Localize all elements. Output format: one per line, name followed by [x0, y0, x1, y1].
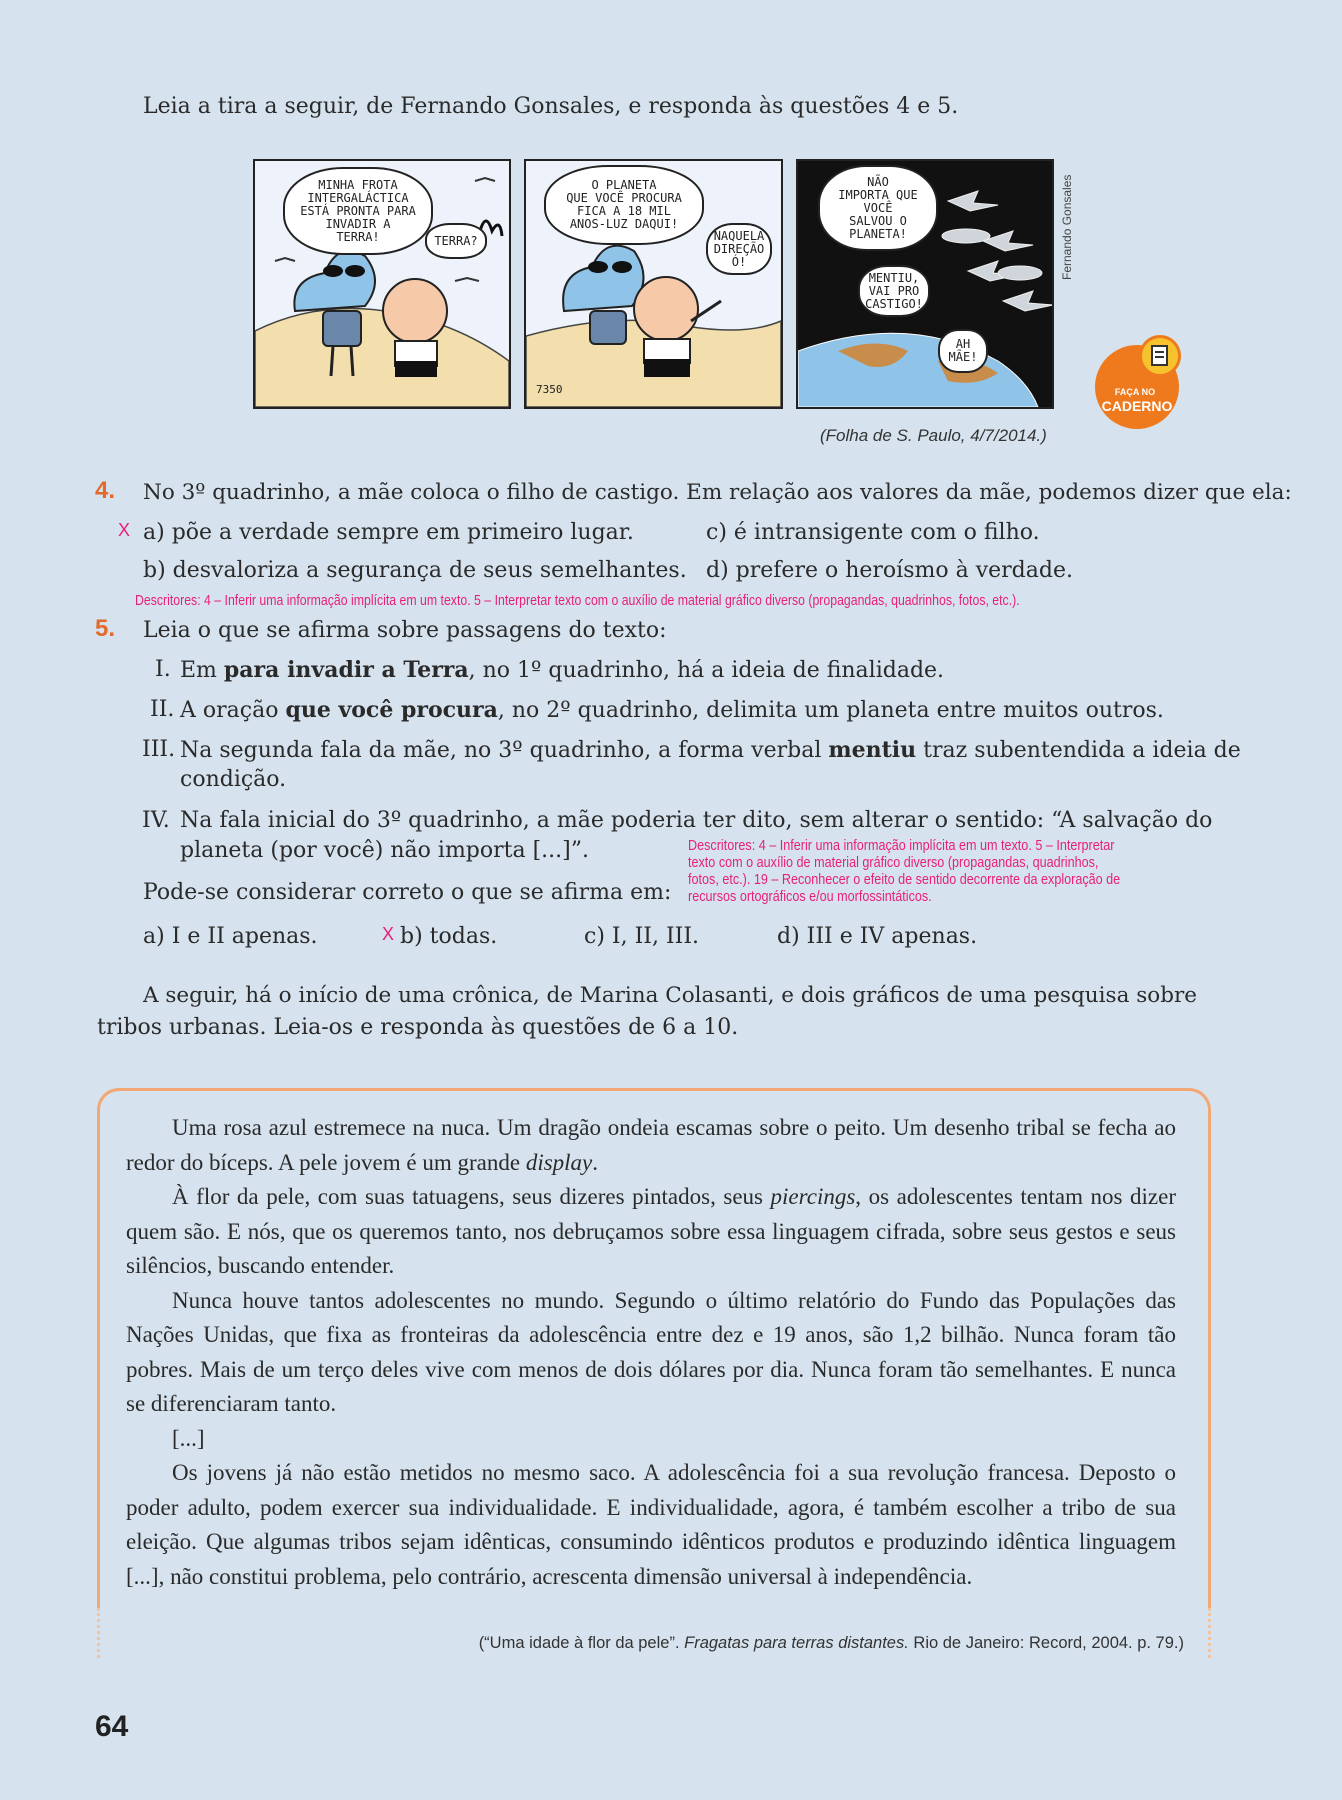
panel-3-bubble-2: MENTIU, VAI PRO CASTIGO!: [858, 265, 930, 317]
q5-item-iii-bold: mentiu: [828, 737, 917, 763]
q5-item-i: [180, 655, 944, 686]
cronica-paragraph-2: [126, 1180, 1176, 1284]
q5-item-iii-post: traz subentendida a ideia de: [916, 738, 1241, 763]
q5-item-ii-bold: que você procura: [285, 697, 498, 723]
q5-item-ii-post: , no 2º quadrinho, delimita um planeta entre muitos outros.: [497, 698, 1164, 723]
q5-descriptor-line-4: recursos ortográficos e/ou morfossintáticos.: [688, 888, 932, 905]
q5-item-ii-pre: A oração: [180, 698, 286, 723]
panel-2-bubble-alien: NAQUELA DIREÇÃO Ó!: [706, 223, 772, 275]
q5-answer-mark: X: [382, 924, 395, 944]
cronica-paragraph-5: Os jovens já não estão metidos no mesmo saco. A adolescência foi a sua revolução francesa. Deposto o poder adulto, podem exercer sua individualidade. E individualidade, agora, é também escolher a tribo de sua eleição. Que algumas tribos sejam idênticas, consumindo idênticos produtos e produzindo idêntica linguagem [...], não constitui problema, pelo contrário, acrescenta dimensão universal à independência.: [126, 1460, 1176, 1589]
badge-line-2: CADERNO: [1101, 398, 1173, 414]
cronica-paragraph-1: [126, 1111, 1176, 1180]
q5-item-iii-line-2: condição.: [180, 767, 287, 792]
q5-option-b: b) todas.: [400, 924, 498, 949]
box-left-dots: [97, 1608, 100, 1658]
q4-descriptors: Descritores: 4 – Inferir uma informação implícita em um texto. 5 – Interpretar texto com o auxílio de material gráfico diverso (propagandas, quadrinhos, fotos, etc.).: [135, 592, 1020, 609]
cronica-paragraph-3: Nunca houve tantos adolescentes no mundo. Segundo o último relatório do Fundo das Populações das Nações Unidas, que fixa as fronteiras da adolescência entre dez e 19 anos, são 1,2 bilhão. Nunca foram tão pobres. Mais de um terço deles vive com menos de dois dólares por dia. Nunca foram tão semelhantes. E nunca se diferenciaram tanto.: [126, 1287, 1176, 1416]
cronica-source-text: (“Uma idade à flor da pele”.: [478, 1634, 685, 1652]
cronica-source-title: Fragatas para terras distantes.: [684, 1634, 909, 1652]
comic-credit: Fernando Gonsales: [1060, 174, 1074, 280]
cronica-paragraph-4: [...]: [172, 1425, 205, 1451]
q5-option-d: d) III e IV apenas.: [777, 924, 978, 949]
q5-number: 5.: [95, 615, 116, 642]
q4-option-c: c) é intransigente com o filho.: [706, 520, 1040, 545]
cronica-p2-text: À flor da pele, com suas tatuagens, seus dizeres pintados, seus: [172, 1184, 771, 1209]
q5-option-a: a) I e II apenas.: [143, 924, 318, 949]
q5-item-iii-pre: Na segunda fala da mãe, no 3º quadrinho, a forma verbal: [180, 738, 829, 763]
cronica-source: [479, 1634, 1184, 1653]
q4-number: 4.: [95, 477, 116, 504]
q5-item-i-bold: para invadir a Terra: [223, 657, 469, 683]
q5-conclusion: Pode-se considerar correto o que se afirma em:: [143, 880, 672, 905]
box-right-dots: [1208, 1608, 1211, 1658]
notebook-icon: [1139, 335, 1181, 377]
q5-option-c: c) I, II, III.: [584, 924, 700, 949]
q5-item-iv-line-1: Na fala inicial do 3º quadrinho, a mãe poderia ter dito, sem alterar o sentido: “A salvação do: [180, 808, 1213, 833]
q5-item-ii: [180, 695, 1164, 726]
page-number: 64: [95, 1710, 129, 1743]
q5-item-iv-number: IV.: [142, 808, 170, 833]
cronica-text: [126, 1111, 1176, 1594]
comic-panel-3: [796, 159, 1054, 409]
cronica-p1-text: Uma rosa azul estremece na nuca. Um dragão ondeia escamas sobre o peito. Um desenho tribal se fecha ao redor do bíceps. A pele jovem é um grande: [126, 1115, 1176, 1175]
q5-descriptor-line-2: texto com o auxílio de material gráfico diverso (propagandas, quadrinhos,: [688, 854, 1099, 871]
q4-answer-mark: X: [118, 520, 131, 540]
faca-no-caderno-badge: [1095, 345, 1179, 429]
q5-item-i-number: I.: [155, 657, 171, 682]
q5-descriptors: [688, 837, 1120, 905]
comic-source: (Folha de S. Paulo, 4/7/2014.): [820, 426, 1047, 445]
cronica-box: [97, 1088, 1211, 1652]
q5-item-i-post: , no 1º quadrinho, há a ideia de finalidade.: [468, 658, 945, 683]
q5-item-i-pre: Em: [180, 658, 224, 683]
q5-stem: Leia o que se afirma sobre passagens do texto:: [143, 618, 667, 643]
panel-1-bubble-boy: TERRA?: [425, 223, 487, 259]
q5-item-iii: [180, 735, 1241, 766]
comic-intro: Leia a tira a seguir, de Fernando Gonsales, e responda às questões 4 e 5.: [143, 94, 959, 119]
q4-option-a: a) põe a verdade sempre em primeiro lugar.: [143, 520, 634, 545]
cronica-p2-italic: piercings: [770, 1184, 856, 1209]
cronica-intro-line-1: A seguir, há o início de uma crônica, de Marina Colasanti, e dois gráficos de uma pesquisa sobre: [143, 983, 1197, 1008]
panel-1-bubble-alien: MINHA FROTA INTERGALÁCTICA ESTÁ PRONTA PARA INVADIR A TERRA!: [283, 167, 433, 255]
cronica-p2-end: , os adolescentes tentam nos dizer quem são. E nós, que os queremos tanto, nos debruçamos sobre essa linguagem cifrada, sobre seus gestos e seus silêncios, buscando entender.: [126, 1184, 1176, 1278]
cronica-source-end: Rio de Janeiro: Record, 2004. p. 79.): [908, 1634, 1184, 1652]
panel-2-bubble-boy: O PLANETA QUE VOCÊ PROCURA FICA A 18 MIL ANOS-LUZ DAQUI!: [544, 165, 704, 245]
q4-option-d: d) prefere o heroísmo à verdade.: [706, 558, 1073, 583]
q5-descriptor-line-3: fotos, etc.). 19 – Reconhecer o efeito de sentido decorrente da exploração de: [688, 871, 1121, 888]
comic-panel-2: [524, 159, 783, 409]
panel-3-bubble-3: AH MÃE!: [938, 329, 988, 373]
q4-stem: No 3º quadrinho, a mãe coloca o filho de castigo. Em relação aos valores da mãe, podemos dizer que ela:: [143, 480, 1292, 505]
q4-option-b: b) desvaloriza a segurança de seus semelhantes.: [143, 558, 687, 583]
q5-item-iv-line-2: planeta (por você) não importa [...]”.: [180, 838, 589, 863]
badge-line-1: FAÇA NO: [1114, 387, 1156, 397]
cronica-intro-line-2: tribos urbanas. Leia-os e responda às questões de 6 a 10.: [97, 1015, 739, 1040]
q5-descriptor-line-1: Descritores: 4 – Inferir uma informação implícita em um texto. 5 – Interpretar: [688, 837, 1115, 854]
q5-item-ii-number: II.: [150, 697, 175, 722]
q5-item-iii-number: III.: [142, 737, 176, 762]
cronica-p1-end: .: [592, 1149, 599, 1175]
panel-2-code: 7350: [536, 383, 563, 396]
comic-panel-1: [253, 159, 511, 409]
panel-3-bubble-1: NÃO IMPORTA QUE VOCÊ SALVOU O PLANETA!: [818, 165, 938, 251]
cronica-p1-italic: display: [525, 1149, 593, 1175]
